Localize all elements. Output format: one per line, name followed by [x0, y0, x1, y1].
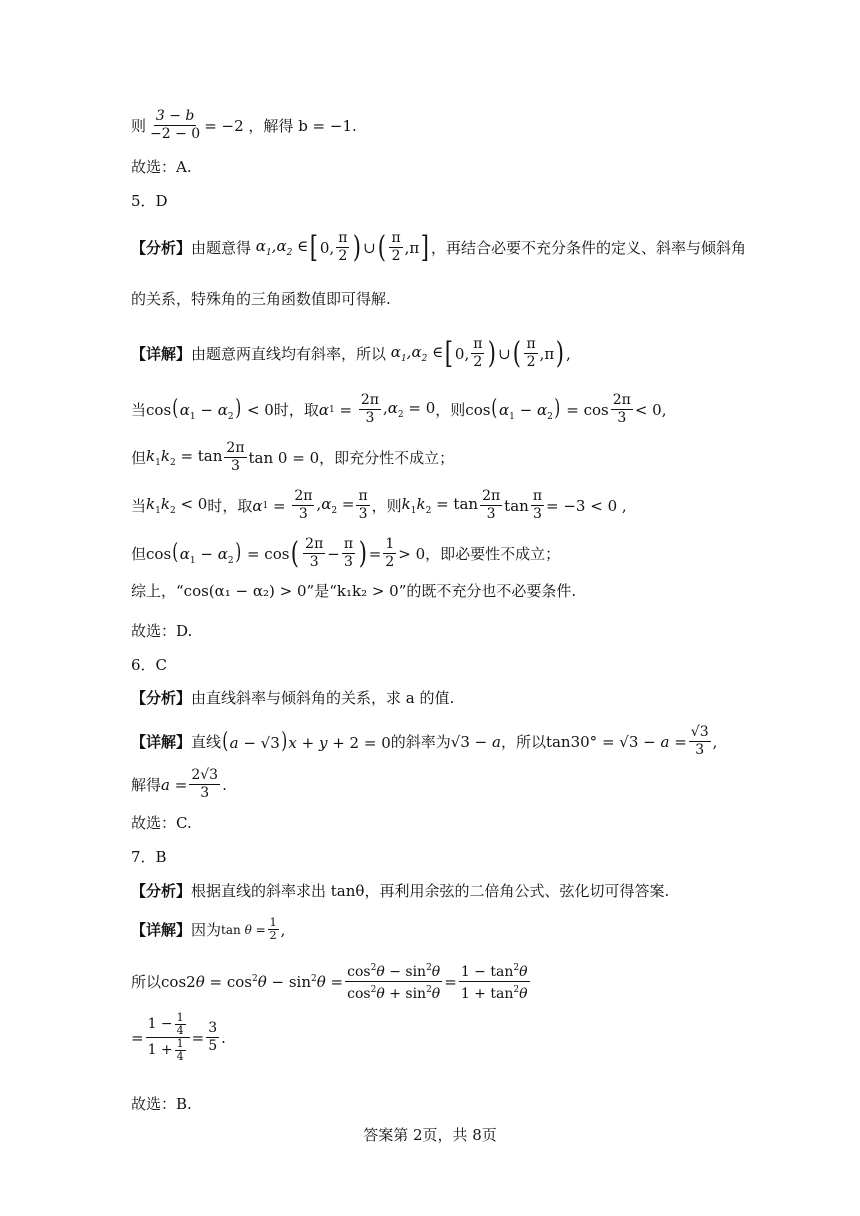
analysis-line: 【分析】 由直线斜率与倾斜角的关系，求 a 的值.	[131, 689, 455, 707]
analysis-line: 【分析】 根据直线的斜率求出 tanθ，再利用余弦的二倍角公式、弦化切可得答案.	[131, 882, 670, 900]
equation-line: 则 $\frac{3 - b}{-2 - 0}$ = −2 ，解得 b = −1.	[131, 108, 357, 142]
answer-line: 故选：B.	[131, 1095, 192, 1113]
detail-line: 解得 a = $\frac{2√3}{3}$ .	[131, 767, 227, 801]
question-heading: 5．D	[131, 192, 168, 210]
detail-line: 【详解】 因为 tan θ = $\frac{1}{2}$ ,	[131, 916, 286, 942]
answer-line: 故选：A.	[131, 158, 192, 176]
math-expr: $\alpha_1,\alpha_2$ ∈	[251, 237, 309, 258]
detail-line: 综上，“cos(α₁ − α₂) > 0”是“k₁k₂ > 0”的既不充分也不必要条件.	[131, 582, 577, 600]
detail-line: 【详解】 由题意两直线均有斜率，所以 $\alpha_1,\alpha_2$ ∈ [ 0, $\frac{\pi}{2}$ ) ∪ ( $\frac{\pi}{2}$ ,π ) ,	[131, 335, 571, 371]
detail-line: 【详解】 直线 (a − √3)x + y + 2 = 0 的斜率为 √3 − a ，所以 tan30° = √3 − a = $\frac{√3}{3}$ ,	[131, 724, 718, 758]
analysis-line: 的关系，特殊角的三角函数值即可得解.	[131, 290, 391, 308]
fraction: $\frac{3 - b}{-2 - 0}$	[150, 108, 201, 142]
detail-line: 当 $k_1k_2 < 0$ 时，取 α 1 = $\frac{2\pi}{3}$ $,\alpha_2$ = $\frac{\pi}{3}$ ，则 $k_1k_2 = \tan$ $\frac{2\pi}{3}$ tan $\frac{\pi}{3}$ = −3 < 0 ,	[131, 488, 627, 522]
question-heading: 7．B	[131, 848, 167, 866]
detail-line: 所以 $\cos 2\theta = \cos^2\theta - \sin^2\theta$ = $\frac{\cos^2\theta - \sin^2\theta}{\cos^2\theta + \sin^2\theta}$ = $\frac{1 - \tan^2\theta}{1 + \tan^2\theta}$	[131, 960, 532, 1003]
analysis-line: 【分析】 由题意得 $\alpha_1,\alpha_2$ ∈ [ 0, $\frac{\pi}{2}$ ) ∪ ( $\frac{\pi}{2}$ ,π ] ，再结合必要不充分条件的定义、斜率与倾斜角	[131, 229, 747, 265]
question-heading: 6．C	[131, 656, 168, 674]
answer-line: 故选：D.	[131, 622, 193, 640]
detail-line: 但 $\cos(\alpha_1 - \alpha_2) = \cos$ ( $\frac{2\pi}{3}$ − $\frac{\pi}{3}$ ) = $\frac{1}{2}$ > 0 ，即必要性不成立；	[131, 535, 561, 571]
page-footer: 答案第 2页，共 8页	[363, 1126, 497, 1144]
detail-line: 但 $k_1k_2 = \tan$ $\frac{2\pi}{3}$ tan 0 = 0 ，即充分性不成立；	[131, 440, 455, 474]
answer-line: 故选：C.	[131, 814, 192, 832]
detail-line: = 1 − $\frac{1}{4}$ 1 + $\frac{1}{4}$ = $\frac{3}{5}$ .	[131, 1011, 226, 1063]
detail-line: 当 $\cos(\alpha_1 - \alpha_2) < 0$ 时，取 α 1 = $\frac{2\pi}{3}$ $,\alpha_2 = 0$ ，则 $\cos(\alpha_1 - \alpha_2) = \cos$ $\frac{2\pi}{3}$ < 0,	[131, 392, 667, 426]
